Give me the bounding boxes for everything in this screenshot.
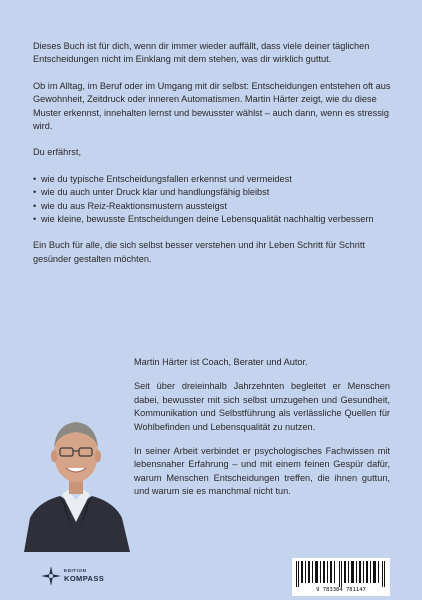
barcode [292,558,390,596]
author-paragraph-1: Martin Härter ist Coach, Berater und Autor. [134,357,308,367]
intro-paragraph-2: Ob im Alltag, im Beruf oder im Umgang mit dir selbst: Entscheidungen entstehen oft aus Gewohnheit, Zeitdruck oder inneren Automatismen. Martin Härter zeigt, wie du diese Muster erkennst, innehalten lernst und bewusster wählst – auch dann, wenn es stressig wird. [33,80,391,132]
intro-paragraph-3: Ein Buch für alle, die sich selbst besser verstehen und ihr Leben Schritt für Schritt gesünder gestalten möchten. [33,240,365,264]
publisher-logo [40,565,120,587]
barcode-bars [296,561,386,587]
author-paragraph-2: Seit über dreieinhalb Jahrzehnten begleitet er Menschen dabei, bewusster mit sich selbst umzugehen und Gesundheit, Kommunikation und Selbstführung als verlässliche Quellen für Wohlbefinden und Lebensqualität zu nutzen. [134,381,390,432]
isbn-digits: 9 783384 781147 [316,587,366,593]
author-bio [134,356,390,510]
publisher-label: KOMPASS [64,574,105,583]
author-photo [20,390,132,552]
list-item: • wie du auch unter Druck klar und handlungsfähig bleibst [33,187,270,198]
benefit-list [33,173,391,227]
list-intro: Du erfährst, [33,147,81,158]
publisher-label-small: EDITION [64,568,87,573]
list-item: • wie du aus Reiz-Reaktionsmustern aussteigst [33,200,227,211]
list-item: • wie kleine, bewusste Entscheidungen deine Lebensqualität nachhaltig verbessern [33,214,374,225]
description-block [33,40,391,279]
compass-icon [40,565,62,587]
intro-paragraph-1: Dieses Buch ist für dich, wenn dir immer wieder auffällt, dass viele deiner täglichen Entscheidungen nicht im Einklang mit dem stehen, was dir wirklich guttut. [33,41,370,65]
author-paragraph-3: In seiner Arbeit verbindet er psychologisches Fachwissen mit lebensnaher Erfahrung – und mit einem feinen Gespür dafür, warum Menschen Entscheidungen treffen, die ihnen guttun, und warum sie es manchmal nicht tun. [134,446,390,497]
list-item: • wie du typische Entscheidungsfallen erkennst und vermeidest [33,173,292,184]
